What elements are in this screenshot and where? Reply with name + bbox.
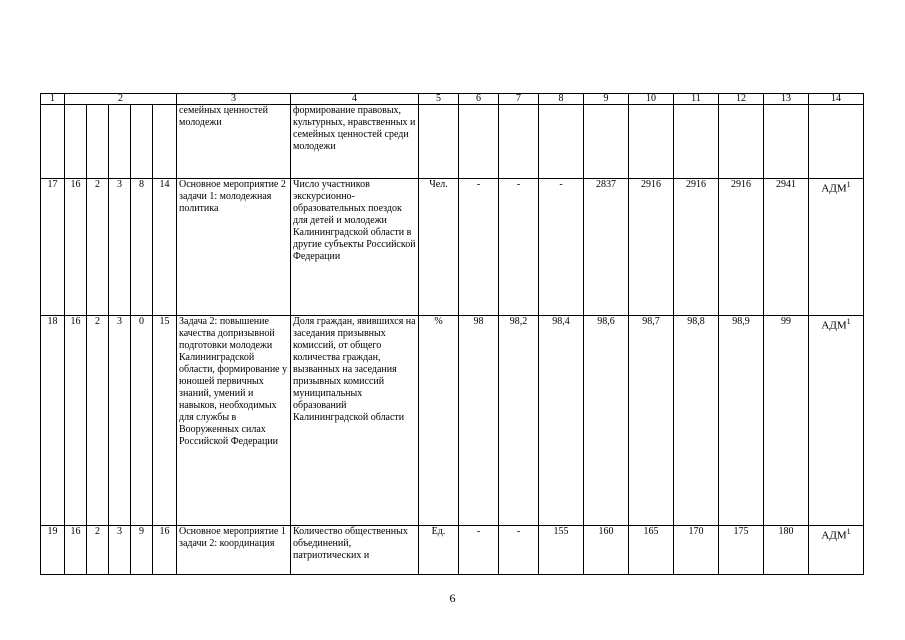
code-cell: 2 xyxy=(87,316,109,526)
code-cell: 2 xyxy=(87,526,109,575)
code-cell: 16 xyxy=(65,179,87,316)
indicator-cell: Число участников экскурсионно-образовательных поездок для детей и молодежи Калининградской области в другие субъекты Российской Федерации xyxy=(291,179,419,316)
header-cell: 7 xyxy=(499,94,539,105)
unit-cell: Чел. xyxy=(419,179,459,316)
value-cell: 98,9 xyxy=(719,316,764,526)
executor-footnote: 1 xyxy=(846,527,851,536)
executor-footnote: 1 xyxy=(846,317,851,326)
indicator-cell: Количество общественных объединений, патриотических и xyxy=(291,526,419,575)
header-cell: 4 xyxy=(291,94,419,105)
value-cell: 2916 xyxy=(629,179,674,316)
code-cell: 3 xyxy=(109,316,131,526)
value-cell: 98,8 xyxy=(674,316,719,526)
header-cell: 3 xyxy=(177,94,291,105)
executor-label: АДМ xyxy=(821,182,847,195)
page-number: 6 xyxy=(449,591,456,605)
code-cell: 15 xyxy=(153,316,177,526)
code-cell: 2 xyxy=(87,179,109,316)
value-cell: 2837 xyxy=(584,179,629,316)
unit-cell: Ед. xyxy=(419,526,459,575)
code-cell: 3 xyxy=(109,179,131,316)
value-cell: 155 xyxy=(539,526,584,575)
header-cell: 14 xyxy=(809,94,864,105)
value-cell: 160 xyxy=(584,526,629,575)
executor-label: АДМ xyxy=(821,529,847,542)
executor-cell xyxy=(809,316,864,526)
header-cell: 1 xyxy=(41,94,65,105)
value-cell: 165 xyxy=(629,526,674,575)
value-cell: - xyxy=(499,526,539,575)
executor-cell xyxy=(809,179,864,316)
task-cell: Основное мероприятие 2 задачи 1: молодежная политика xyxy=(177,179,291,316)
table-row xyxy=(41,179,864,316)
task-cell: Задача 2: повышение качества допризывной подготовки молодежи Калининградской области, формирование у юношей первичных знаний, умений и навыков, необходимых для службы в Вооруженных силах Российской Федерации xyxy=(177,316,291,526)
code-cell: 9 xyxy=(131,526,153,575)
code-cell: 16 xyxy=(65,526,87,575)
header-cell: 10 xyxy=(629,94,674,105)
indicator-cell: формирование правовых, культурных, нравственных и семейных ценностей среди молодежи xyxy=(291,105,419,179)
header-cell: 6 xyxy=(459,94,499,105)
value-cell: - xyxy=(459,526,499,575)
header-cell: 12 xyxy=(719,94,764,105)
value-cell: - xyxy=(539,179,584,316)
program-indicators-table xyxy=(40,93,864,575)
task-cell: семейных ценностей молодежи xyxy=(177,105,291,179)
continuation-row xyxy=(41,105,864,179)
value-cell: 98,4 xyxy=(539,316,584,526)
row-number: 17 xyxy=(41,179,65,316)
value-cell: 98 xyxy=(459,316,499,526)
column-number-header-row xyxy=(41,94,864,105)
indicator-cell: Доля граждан, явившихся на заседания призывных комиссий, от общего количества граждан, вызванных на заседания призывных комиссий муниципальных образований Калининградской области xyxy=(291,316,419,526)
table-row xyxy=(41,316,864,526)
value-cell: 98,6 xyxy=(584,316,629,526)
code-cell: 16 xyxy=(65,316,87,526)
header-cell: 8 xyxy=(539,94,584,105)
header-cell: 9 xyxy=(584,94,629,105)
code-cell: 8 xyxy=(131,179,153,316)
header-cell: 5 xyxy=(419,94,459,105)
task-cell: Основное мероприятие 1 задачи 2: координация xyxy=(177,526,291,575)
executor-footnote: 1 xyxy=(846,180,851,189)
header-cell: 11 xyxy=(674,94,719,105)
value-cell: 175 xyxy=(719,526,764,575)
executor-cell xyxy=(809,526,864,575)
code-cell: 3 xyxy=(109,526,131,575)
table-row xyxy=(41,526,864,575)
code-cell: 16 xyxy=(153,526,177,575)
value-cell: 2916 xyxy=(719,179,764,316)
value-cell: 99 xyxy=(764,316,809,526)
code-cell: 14 xyxy=(153,179,177,316)
value-cell: 180 xyxy=(764,526,809,575)
value-cell: - xyxy=(459,179,499,316)
row-number: 19 xyxy=(41,526,65,575)
code-cell: 0 xyxy=(131,316,153,526)
header-cell: 13 xyxy=(764,94,809,105)
row-number: 18 xyxy=(41,316,65,526)
value-cell: 170 xyxy=(674,526,719,575)
executor-label: АДМ xyxy=(821,319,847,332)
unit-cell: % xyxy=(419,316,459,526)
value-cell: 98,7 xyxy=(629,316,674,526)
header-cell: 2 xyxy=(65,94,177,105)
value-cell: - xyxy=(499,179,539,316)
value-cell: 98,2 xyxy=(499,316,539,526)
value-cell: 2916 xyxy=(674,179,719,316)
value-cell: 2941 xyxy=(764,179,809,316)
